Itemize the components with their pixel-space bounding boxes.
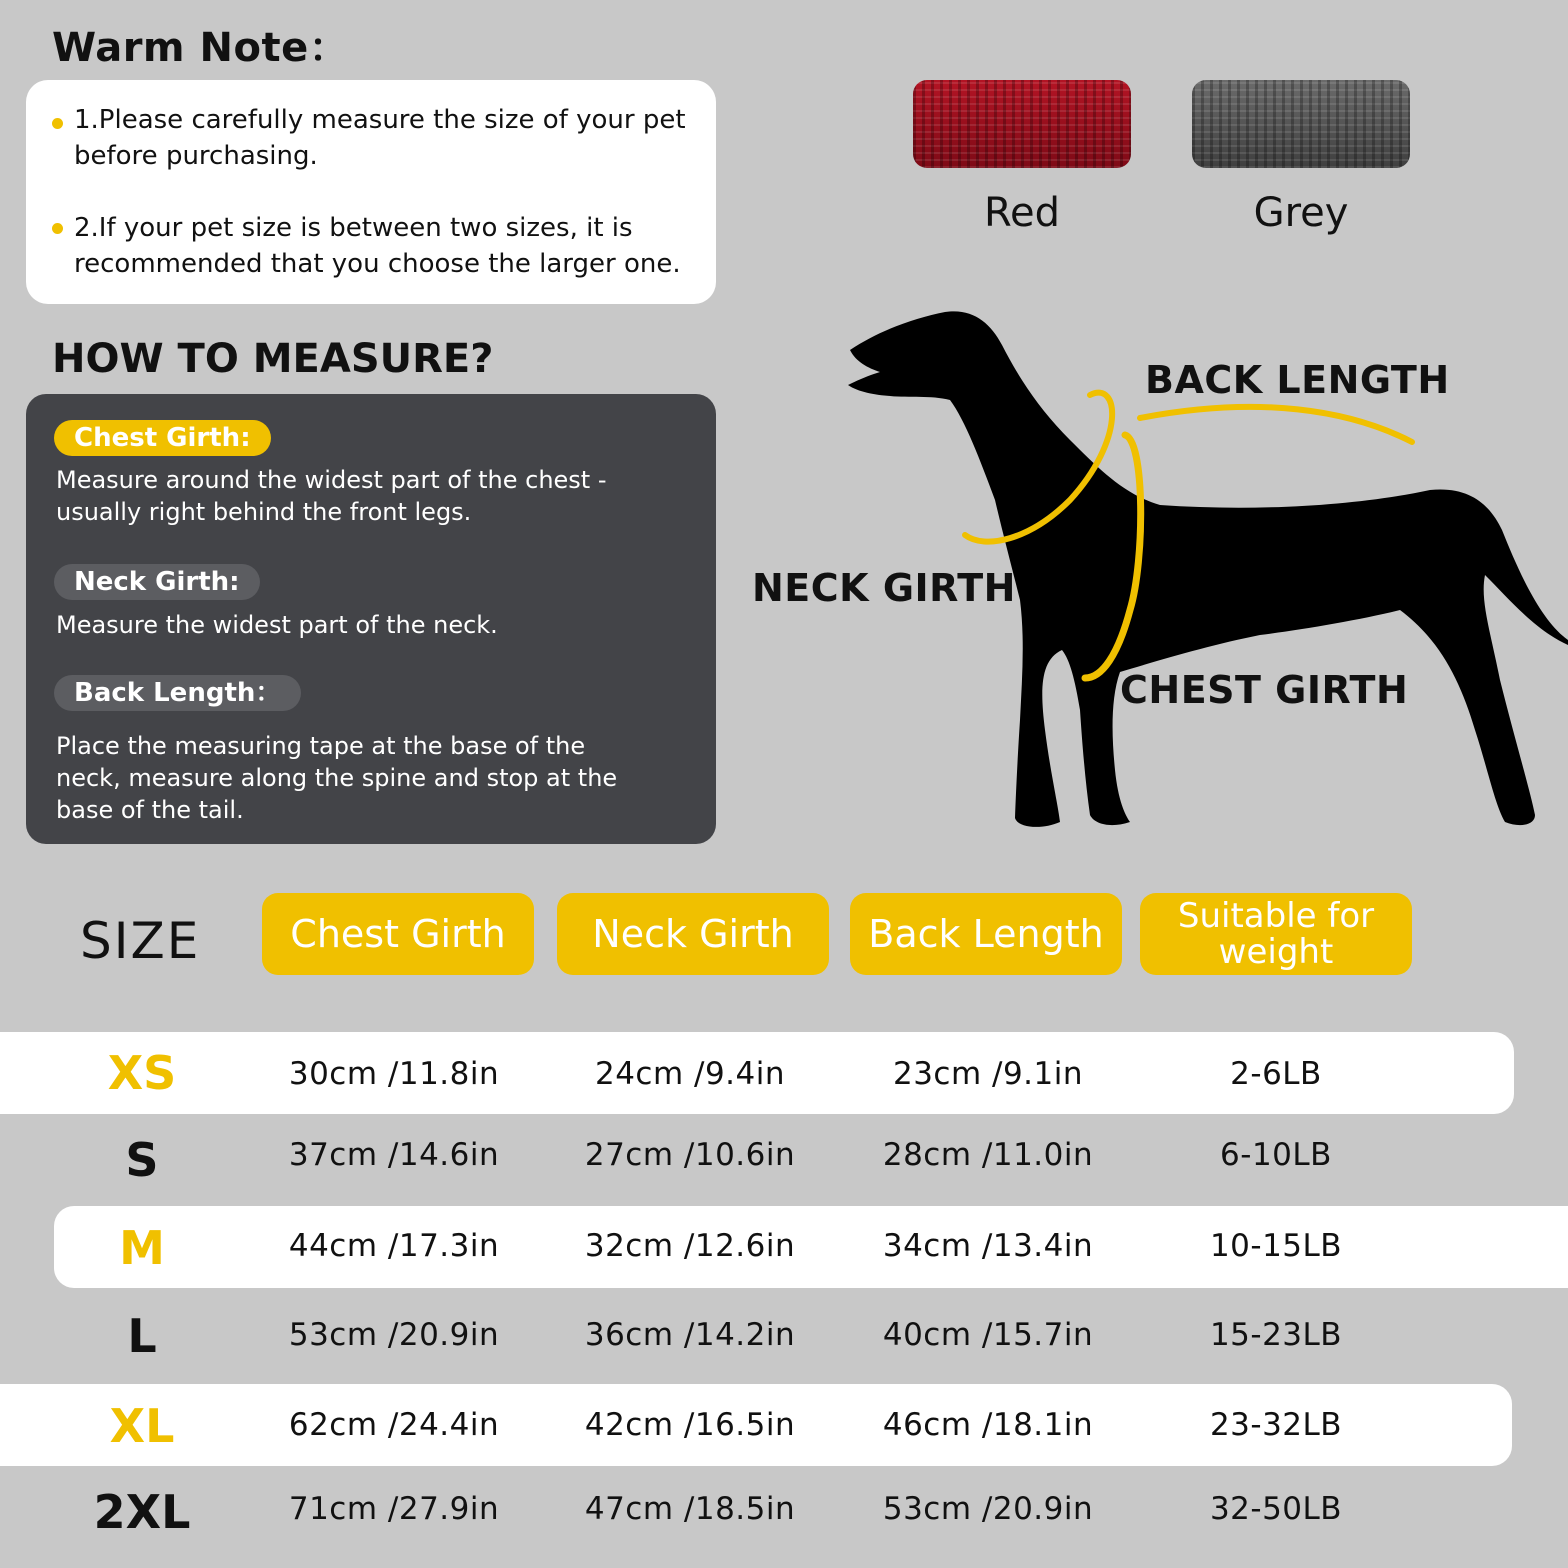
weight-cell: 6-10LB xyxy=(1220,1137,1332,1173)
back-cell: 34cm /13.4in xyxy=(882,1228,1094,1264)
size-cell: XS xyxy=(107,1046,177,1100)
neck-girth-diagram-label: NECK GIRTH xyxy=(752,566,1016,610)
neck-cell: 32cm /12.6in xyxy=(584,1228,796,1264)
size-cell: M xyxy=(119,1221,165,1275)
neck-cell: 42cm /16.5in xyxy=(584,1407,796,1443)
size-cell: L xyxy=(127,1309,157,1363)
back-length-label: Back Length： xyxy=(54,675,301,711)
chest-cell: 62cm /24.4in xyxy=(288,1407,500,1443)
chest-girth-diagram-label: CHEST GIRTH xyxy=(1120,668,1409,712)
neck-cell: 36cm /14.2in xyxy=(584,1317,796,1353)
back-length-desc: Place the measuring tape at the base of the neck, measure along the spine and stop at the base of the tail. xyxy=(56,732,618,824)
chest-cell: 53cm /20.9in xyxy=(288,1317,500,1353)
chest-cell: 37cm /14.6in xyxy=(288,1137,500,1173)
back-length-arc-icon xyxy=(1140,407,1412,442)
weight-cell: 2-6LB xyxy=(1230,1056,1322,1092)
bullet-icon xyxy=(52,223,63,234)
color-swatch-red[interactable] xyxy=(913,80,1131,168)
header-neck-girth: Neck Girth xyxy=(557,893,829,975)
neck-girth-label: Neck Girth: xyxy=(54,564,260,600)
color-label-red: Red xyxy=(984,190,1060,236)
back-cell: 40cm /15.7in xyxy=(882,1317,1094,1353)
header-back-length: Back Length xyxy=(850,893,1122,975)
neck-cell: 27cm /10.6in xyxy=(584,1137,796,1173)
weight-cell: 32-50LB xyxy=(1209,1491,1343,1527)
size-cell: XL xyxy=(109,1399,175,1453)
weight-cell: 23-32LB xyxy=(1209,1407,1343,1443)
header-suitable-weight: Suitable for weight xyxy=(1140,893,1412,975)
size-cell: S xyxy=(125,1133,159,1187)
weight-cell: 10-15LB xyxy=(1209,1228,1343,1264)
back-length-diagram-label: BACK LENGTH xyxy=(1145,358,1450,402)
how-to-measure-box xyxy=(26,394,716,844)
bullet-icon xyxy=(52,118,63,129)
back-cell: 46cm /18.1in xyxy=(882,1407,1094,1443)
weight-cell: 15-23LB xyxy=(1209,1317,1343,1353)
color-swatch-grey[interactable] xyxy=(1192,80,1410,168)
neck-girth-desc: Measure the widest part of the neck. xyxy=(56,611,498,639)
chest-girth-label: Chest Girth: xyxy=(54,420,271,456)
chest-cell: 30cm /11.8in xyxy=(288,1056,500,1092)
how-to-measure-title: HOW TO MEASURE? xyxy=(52,336,494,382)
chest-cell: 44cm /17.3in xyxy=(288,1228,500,1264)
header-chest-girth: Chest Girth xyxy=(262,893,534,975)
chest-girth-desc: Measure around the widest part of the chest - usually right behind the front legs. xyxy=(56,466,607,526)
neck-cell: 24cm /9.4in xyxy=(594,1056,786,1092)
back-cell: 23cm /9.1in xyxy=(892,1056,1084,1092)
back-cell: 28cm /11.0in xyxy=(882,1137,1094,1173)
warm-note-title: Warm Note： xyxy=(52,25,350,71)
size-column-title: SIZE xyxy=(80,912,201,970)
color-label-grey: Grey xyxy=(1253,190,1349,236)
size-cell: 2XL xyxy=(93,1485,191,1539)
warm-note-box: 1.Please carefully measure the size of your pet before purchasing. 2.If your pet size is between two sizes, it is recommended that you choose the larger one. xyxy=(26,80,716,304)
neck-cell: 47cm /18.5in xyxy=(584,1491,796,1527)
back-cell: 53cm /20.9in xyxy=(882,1491,1094,1527)
chest-cell: 71cm /27.9in xyxy=(288,1491,500,1527)
